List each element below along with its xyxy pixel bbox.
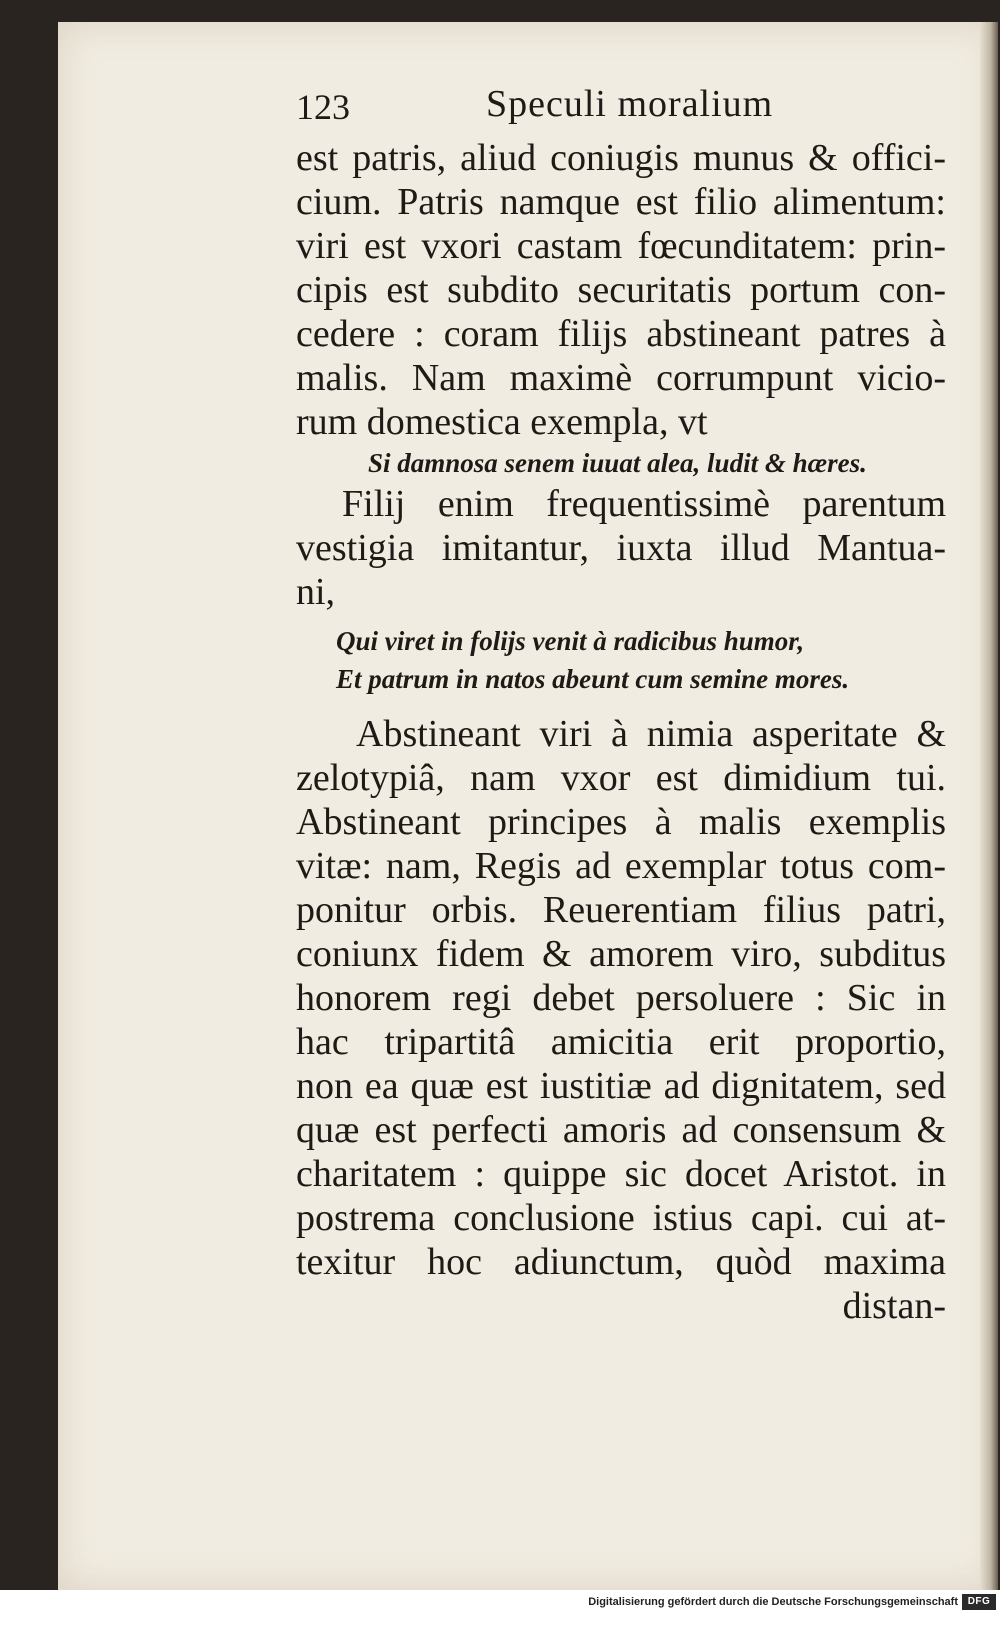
text-line: est patris, aliud coniugis munus & offici- — [296, 137, 946, 179]
text-line: cium. Patris namque est filio alimentum: — [296, 181, 946, 223]
text-line: hac tripartitâ amicitia erit proportio, — [296, 1021, 946, 1063]
text-line: ni, — [296, 571, 336, 613]
verse-quote: Si damnosa senem iuuat alea, ludit & hæres. — [368, 448, 867, 478]
text-line: coniunx fidem & amorem viro, subditus — [296, 933, 946, 975]
text-line: zelotypiâ, nam vxor est dimidium tui. — [296, 757, 946, 799]
paragraph-1 — [296, 136, 946, 444]
text-line: charitatem : quippe sic docet Aristot. in — [296, 1153, 946, 1195]
text-line: Filij enim frequentissimè parentum — [342, 483, 946, 525]
verse-line: Et patrum in natos abeunt cum semine mores. — [336, 664, 850, 694]
text-line: vitæ: nam, Regis ad exemplar totus com- — [296, 845, 946, 887]
catchword: distan- — [842, 1285, 946, 1327]
verse-line: Qui viret in folijs venit à radicibus humor, — [336, 626, 805, 656]
text-line: viri est vxori castam fœcunditatem: prin- — [296, 225, 946, 267]
running-head: Speculi moralium — [486, 83, 774, 125]
text-line: malis. Nam maximè corrumpunt vicio- — [296, 357, 946, 399]
page-edge — [980, 22, 998, 1590]
text-line: quæ est perfecti amoris ad consensum & — [296, 1109, 946, 1151]
text-line: non ea quæ est iustitiæ ad dignitatem, sed — [296, 1065, 946, 1107]
text-line: vestigia imitantur, iuxta illud Mantua- — [296, 527, 946, 569]
text-line: rum domestica exempla, vt — [296, 401, 708, 443]
text-line: Abstineant principes à malis exemplis — [296, 801, 946, 843]
digitization-credit: Digitalisierung gefördert durch die Deutsche Forschungsgemeinschaft — [588, 1596, 958, 1608]
page-header — [296, 80, 946, 136]
text-line: honorem regi debet persoluere : Sic in — [296, 977, 946, 1019]
page-text — [296, 80, 946, 1328]
text-line: Abstineant viri à nimia asperitate & — [356, 713, 946, 755]
text-line: cedere : coram filijs abstineant patres à — [296, 313, 946, 355]
page-number: 123 — [296, 87, 350, 127]
text-line: postrema conclusione istius capi. cui at- — [296, 1197, 946, 1239]
dfg-logo: DFG — [962, 1594, 996, 1610]
verse-quote-block — [296, 622, 946, 698]
paragraph-2 — [296, 482, 946, 614]
paragraph-3 — [296, 712, 946, 1328]
text-line: cipis est subdito securitatis portum con- — [296, 269, 946, 311]
text-line: ponitur orbis. Reuerentiam filius patri, — [296, 889, 946, 931]
text-line: texitur hoc adiunctum, quòd maxima — [296, 1241, 946, 1283]
